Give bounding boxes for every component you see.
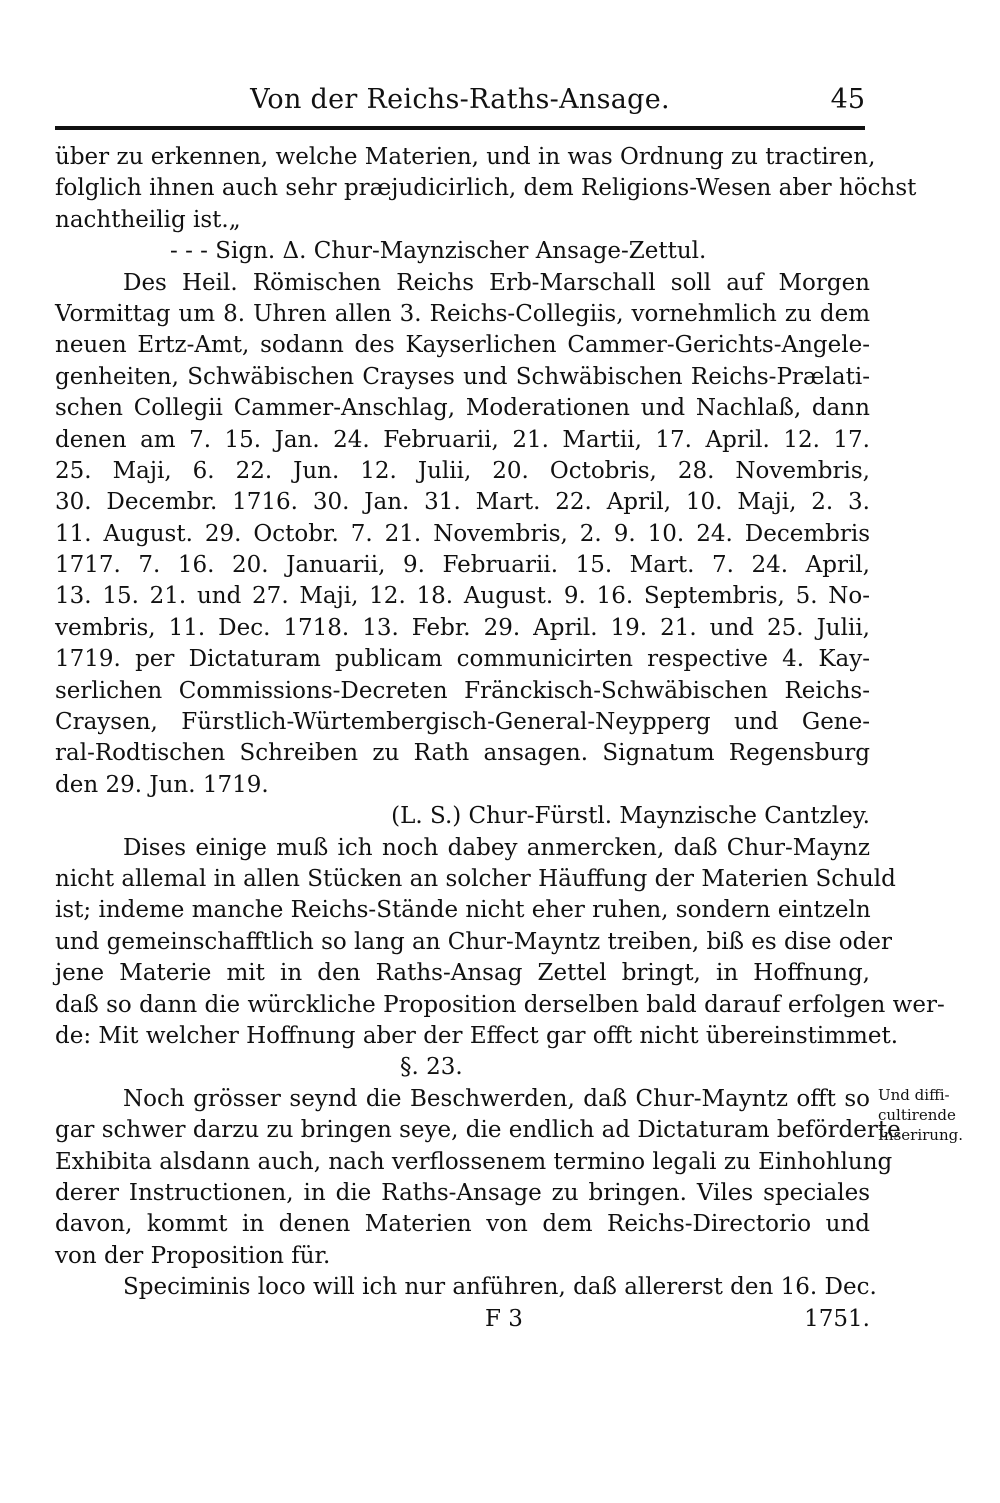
marginal-note-line: cultirende xyxy=(878,1106,956,1124)
text-line: derer Instructionen, in die Raths-Ansage zu bringen. Viles speciales xyxy=(55,1179,870,1206)
text-line: den 29. Jun. 1719. xyxy=(55,771,269,798)
text-line: 11. August. 29. Octobr. 7. 21. Novembris, 2. 9. 10. 24. Decembris xyxy=(55,520,870,547)
text-line: jene Materie mit in den Raths-Ansag Zettel bringt, in Hoffnung, xyxy=(55,960,870,987)
text-line: nicht allemal in allen Stücken an solcher Häuffung der Materien Schuld xyxy=(55,865,896,892)
text-line: 1719. per Dictaturam publicam communicirten respective 4. Kay- xyxy=(55,646,870,673)
text-line: vembris, 11. Dec. 1718. 13. Febr. 29. April. 19. 21. und 25. Julii, xyxy=(55,614,870,641)
text-line: gar schwer darzu zu bringen seye, die endlich ad Dictaturam beförderte xyxy=(55,1117,901,1144)
text-line: nachtheilig ist.„ xyxy=(55,206,241,233)
text-line: genheiten, Schwäbischen Crayses und Schwäbischen Reichs-Prælati- xyxy=(55,363,870,390)
page-number: 45 xyxy=(830,84,865,115)
text-line: folglich ihnen auch sehr præjudicirlich, dem Religions-Wesen aber höchst xyxy=(55,175,917,202)
text-line: Exhibita alsdann auch, nach verflossenem termino legali zu Einhohlung xyxy=(55,1148,893,1175)
marginal-note-line: Und diffi- xyxy=(878,1086,950,1104)
section-heading: §. 23. xyxy=(400,1054,463,1081)
text-line: 13. 15. 21. und 27. Maji, 12. 18. August. 9. 16. Septembris, 5. No- xyxy=(55,583,870,610)
text-line: schen Collegii Cammer-Anschlag, Moderationen und Nachlaß, dann xyxy=(55,395,870,422)
text-line: von der Proposition für. xyxy=(55,1242,331,1269)
text-line: ist; indeme manche Reichs-Stände nicht eher ruhen, sondern eintzeln xyxy=(55,897,871,924)
page-footer xyxy=(55,1306,870,1338)
text-line: ral-Rodtischen Schreiben zu Rath ansagen. Signatum Regensburg xyxy=(55,740,870,767)
text-line: serlichen Commissions-Decreten Fränckisch-Schwäbischen Reichs- xyxy=(55,677,870,704)
text-line: und gemeinschafftlich so lang an Chur-Mayntz treiben, biß es dise oder xyxy=(55,928,892,955)
text-line: über zu erkennen, welche Materien, und in was Ordnung zu tractiren, xyxy=(55,144,876,170)
running-title: Von der Reichs-Raths-Ansage. xyxy=(250,84,670,115)
text-line: Noch grösser seynd die Beschwerden, daß Chur-Mayntz offt so xyxy=(123,1085,870,1112)
text-line: 1717. 7. 16. 20. Januarii, 9. Februarii. 15. Mart. 7. 24. April, xyxy=(55,552,870,579)
signature-mark: F 3 xyxy=(485,1306,523,1332)
marginal-note-line: Inserirung. xyxy=(878,1126,963,1144)
text-line: de: Mit welcher Hoffnung aber der Effect gar offt nicht übereinstimmet. xyxy=(55,1022,899,1049)
text-line: 30. Decembr. 1716. 30. Jan. 31. Mart. 22. April, 10. Maji, 2. 3. xyxy=(55,489,870,516)
seal-line xyxy=(55,801,870,832)
marginal-note xyxy=(878,1085,993,1145)
text-line: neuen Ertz-Amt, sodann des Kayserlichen Cammer-Gerichts-Angele- xyxy=(55,332,870,359)
running-head xyxy=(55,80,865,120)
catchword: 1751. xyxy=(804,1306,870,1332)
text-line: Speciminis loco will ich nur anführen, daß allererst den 16. Dec. xyxy=(123,1274,877,1301)
text-line: Des Heil. Römischen Reichs Erb-Marschall soll auf Morgen xyxy=(123,269,870,296)
text-line: 25. Maji, 6. 22. Jun. 12. Julii, 20. Octobris, 28. Novembris, xyxy=(55,457,870,484)
text-line: davon, kommt in denen Materien von dem Reichs-Directorio und xyxy=(55,1211,870,1238)
text-line: Vormittag um 8. Uhren allen 3. Reichs-Collegiis, vornehmlich zu dem xyxy=(55,300,870,327)
header-rule xyxy=(55,126,865,130)
text-line: Dises einige muß ich noch dabey anmercken, daß Chur-Maynz xyxy=(123,834,870,861)
text-line: Craysen, Fürstlich-Würtembergisch-General-Neypperg und Gene- xyxy=(55,709,870,736)
text-line: denen am 7. 15. Jan. 24. Februarii, 21. Martii, 17. April. 12. 17. xyxy=(55,426,870,453)
signature-heading: - - - Sign. Δ. Chur-Maynzischer Ansage-Zettul. xyxy=(170,238,707,265)
seal-text: (L. S.) Chur-Fürstl. Maynzische Cantzley. xyxy=(391,803,870,830)
text-line: daß so dann die würckliche Proposition derselben bald darauf erfolgen wer- xyxy=(55,991,945,1018)
